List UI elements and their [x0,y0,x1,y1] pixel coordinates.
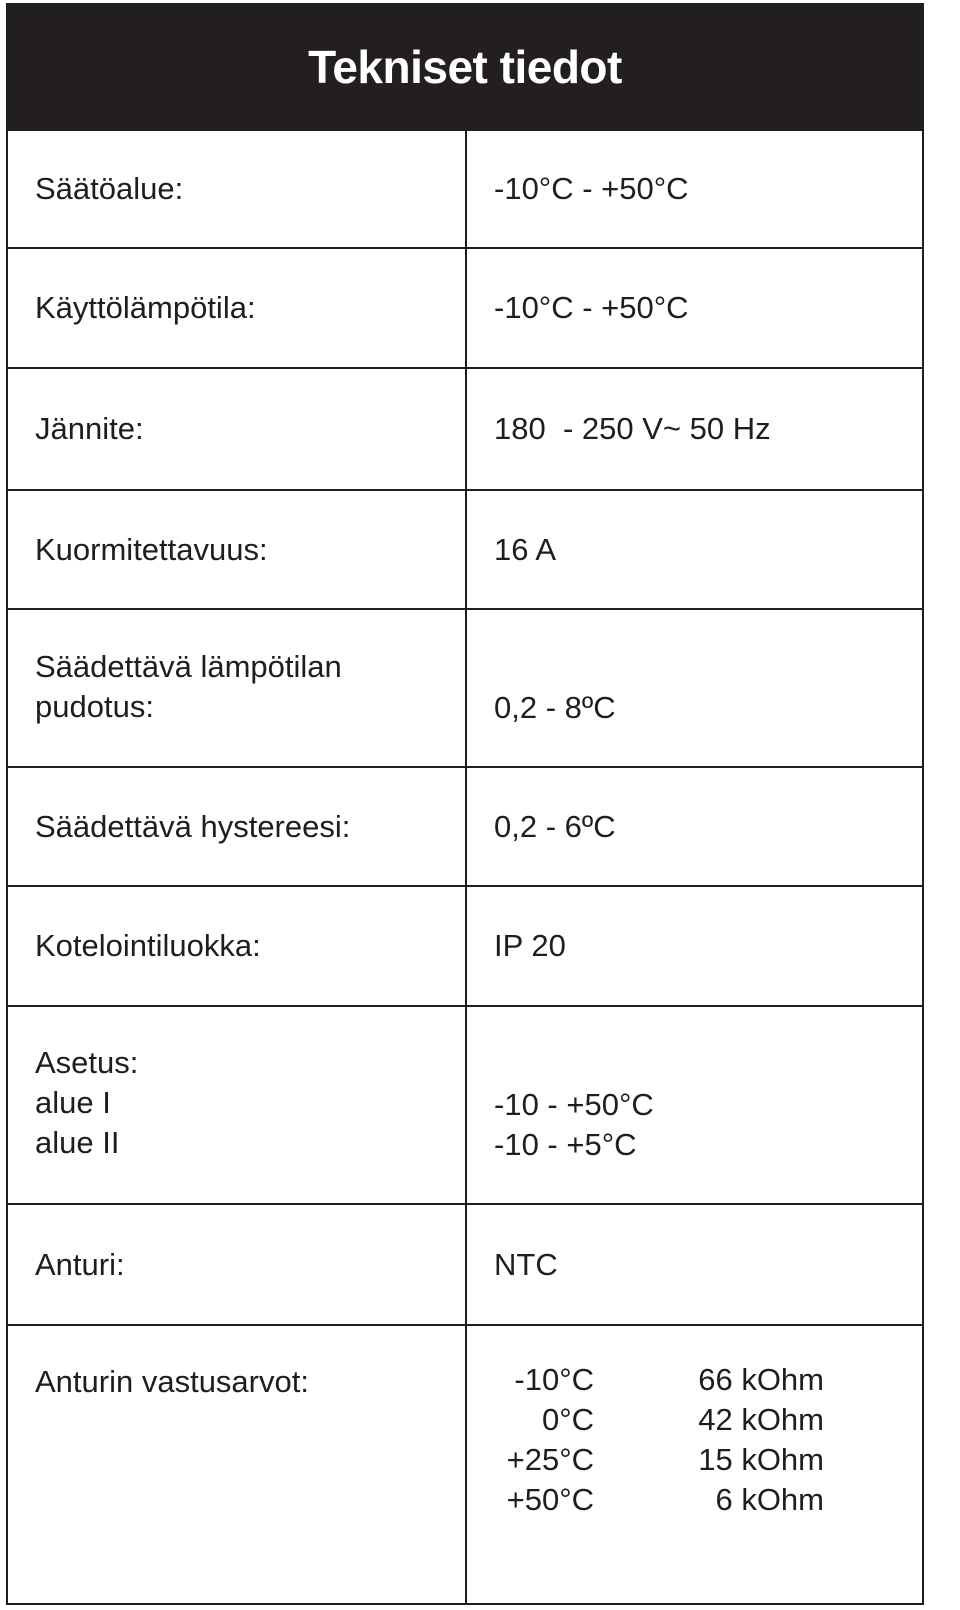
row-label: Anturin vastusarvot: [35,1364,309,1399]
row-value: -10°C - +50°C [494,290,689,325]
table-row [8,1324,922,1603]
table-row [8,1005,922,1203]
resistance-temp: +50°C [506,1482,594,1517]
table-header [8,5,922,129]
resistance-temp: +25°C [506,1442,594,1477]
resistance-list [484,1360,824,1520]
table-row [8,1203,922,1324]
row-label-line: alue II [35,1125,120,1160]
table-row [8,766,922,885]
row-label [35,1043,138,1163]
table-row [8,608,922,766]
row-value-line: -10 - +50°C [494,1087,654,1122]
spec-table [6,3,924,1605]
row-value-line: -10 - +5°C [494,1127,637,1162]
resistance-row [484,1440,824,1480]
table-row [8,367,922,489]
row-label: Säätöalue: [35,171,184,206]
resistance-temp: 0°C [541,1402,594,1437]
table-row [8,129,922,247]
row-label-line: Säädettävä lämpötilan [35,649,342,684]
row-value: 0,2 - 6ºC [494,808,616,844]
row-value: 180 - 250 V~ 50 Hz [494,411,771,446]
row-label: Kuormitettavuus: [35,531,268,567]
table-row [8,885,922,1005]
row-label: Kotelointiluokka: [35,928,261,963]
row-label: Jännite: [35,411,144,446]
resistance-row [484,1480,824,1520]
table-title: Tekniset tiedot [308,41,622,93]
resistance-value: 6 kOhm [715,1482,824,1517]
row-value [494,1085,654,1165]
resistance-temp: -10°C [514,1362,594,1397]
row-value: 0,2 - 8ºC [494,690,616,725]
row-label-line: pudotus: [35,689,154,724]
row-label [35,647,342,727]
table-row [8,489,922,608]
row-label: Anturi: [35,1246,125,1282]
row-value: 16 A [494,531,557,567]
row-label: Käyttölämpötila: [35,290,256,325]
table-row [8,247,922,367]
resistance-value: 15 kOhm [698,1442,824,1477]
row-label-line: Asetus: [35,1045,139,1080]
row-value: -10°C - +50°C [494,171,689,206]
resistance-row [484,1360,824,1400]
resistance-value: 66 kOhm [698,1362,824,1397]
row-label-line: alue I [35,1085,111,1120]
resistance-row [484,1400,824,1440]
row-value: NTC [494,1246,558,1282]
resistance-value: 42 kOhm [698,1402,824,1437]
row-label: Säädettävä hystereesi: [35,808,351,844]
row-value: IP 20 [494,928,566,963]
